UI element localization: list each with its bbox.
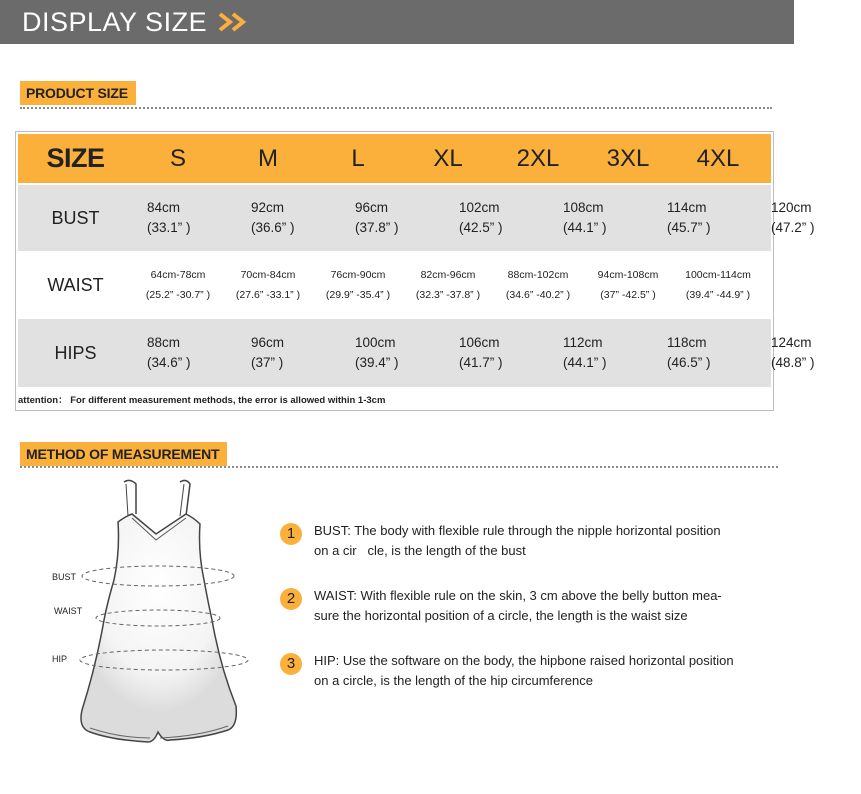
method-description <box>314 586 774 626</box>
figure-label-waist: WAIST <box>54 606 83 616</box>
cell-cm: 114cm <box>667 200 707 215</box>
bust-cell <box>549 198 653 238</box>
cell-inch: (41.7” ) <box>459 355 503 370</box>
cell-cm: 96cm <box>251 335 285 350</box>
waist-row-label: WAIST <box>47 274 104 295</box>
cell-inch: (47.2” ) <box>771 220 815 235</box>
size-header: S <box>169 144 186 172</box>
hips-cell <box>549 333 653 373</box>
method-line: HIP: Use the software on the body, the hipbone raised horizontal position <box>314 653 734 668</box>
cell-cm: 96cm <box>355 200 389 215</box>
hips-row <box>18 319 815 387</box>
attention-note: attention： For different measurement methods, the error is allowed within 1-3cm <box>18 395 386 406</box>
size-table <box>15 131 815 411</box>
step-number-badge: 1 <box>280 523 302 545</box>
cell-cm: 102cm <box>459 200 500 215</box>
cell-inch: (27.6” -33.1” ) <box>235 289 301 301</box>
size-header: 3XL <box>606 144 650 172</box>
cell-inch: (46.5” ) <box>667 355 711 370</box>
cell-cm: 82cm-96cm <box>420 269 476 281</box>
method-line: sure the horizontal position of a circle, the length is the waist size <box>314 608 688 623</box>
page-title: DISPLAY SIZE <box>22 6 208 37</box>
cell-inch: (37” -42.5” ) <box>600 289 656 301</box>
hips-cell <box>133 333 237 373</box>
method-line: WAIST: With flexible rule on the skin, 3 cm above the belly button mea- <box>314 588 722 603</box>
hips-cell <box>653 333 757 373</box>
product-size-tag <box>20 81 136 105</box>
cell-cm: 84cm <box>147 200 181 215</box>
cell-cm: 118cm <box>667 335 707 350</box>
method-label: METHOD OF MEASUREMENT <box>26 446 220 462</box>
cell-inch: (44.1” ) <box>563 220 607 235</box>
cell-cm: 88cm-102cm <box>507 269 569 281</box>
hips-cell <box>445 333 549 373</box>
bust-row-label: BUST <box>51 207 100 228</box>
method-line: on a circle, is the length of the hip circumference <box>314 673 593 688</box>
figure-label-hip: HIP <box>52 654 68 664</box>
waist-cell <box>673 265 763 305</box>
size-column-label: SIZE <box>46 143 105 173</box>
method-divider <box>20 466 778 468</box>
product-size-label: PRODUCT SIZE <box>26 85 128 101</box>
bust-cell <box>237 198 341 238</box>
cell-inch: (37.8” ) <box>355 220 399 235</box>
waist-cell <box>583 265 673 305</box>
hips-cell <box>757 333 861 373</box>
double-chevron-right-icon <box>217 11 253 33</box>
cell-cm: 120cm <box>771 200 812 215</box>
bust-cell <box>757 198 861 238</box>
size-header-row <box>18 134 771 183</box>
cell-inch: (48.8” ) <box>771 355 815 370</box>
product-size-divider <box>20 107 772 109</box>
bust-row <box>18 185 815 251</box>
cell-inch: (29.9” -35.4” ) <box>325 289 391 301</box>
method-description <box>314 651 774 691</box>
figure-label-bust: BUST <box>52 572 77 582</box>
method-line: BUST: The body with flexible rule through the nipple horizontal position <box>314 523 721 538</box>
bust-cell <box>341 198 445 238</box>
cell-cm: 108cm <box>563 200 604 215</box>
size-header: 4XL <box>696 144 740 172</box>
cell-inch: (44.1” ) <box>563 355 607 370</box>
hips-cell <box>237 333 341 373</box>
cell-cm: 76cm-90cm <box>330 269 386 281</box>
cell-inch: (32.3” -37.8” ) <box>415 289 481 301</box>
waist-cell <box>403 265 493 305</box>
size-header: M <box>258 144 278 172</box>
waist-cell <box>493 265 583 305</box>
cell-inch: (33.1” ) <box>147 220 191 235</box>
cell-cm: 100cm-114cm <box>685 269 751 281</box>
cell-inch: (42.5” ) <box>459 220 503 235</box>
hips-cell <box>341 333 445 373</box>
cell-inch: (39.4” ) <box>355 355 399 370</box>
waist-cell <box>133 265 223 305</box>
cell-cm: 64cm-78cm <box>150 269 206 281</box>
cell-inch: (45.7” ) <box>667 220 711 235</box>
method-description <box>314 521 774 561</box>
hips-row-label: HIPS <box>54 342 97 363</box>
waist-cell <box>223 265 313 305</box>
cell-cm: 94cm-108cm <box>597 269 659 281</box>
cell-cm: 70cm-84cm <box>240 269 296 281</box>
cell-inch: (34.6” ) <box>147 355 191 370</box>
method-tag <box>20 442 227 466</box>
waist-cell <box>313 265 403 305</box>
size-header: L <box>351 144 365 172</box>
method-line: on a cir cle, is the length of the bust <box>314 543 526 558</box>
cell-inch: (39.4” -44.9” ) <box>685 289 751 301</box>
cell-inch: (34.6” -40.2” ) <box>505 289 571 301</box>
cell-cm: 100cm <box>355 335 396 350</box>
bust-cell <box>445 198 549 238</box>
cell-cm: 92cm <box>251 200 285 215</box>
cell-cm: 112cm <box>563 335 603 350</box>
bust-cell <box>653 198 757 238</box>
header-bar <box>0 0 794 44</box>
size-header: XL <box>433 144 463 172</box>
cell-cm: 88cm <box>147 335 181 350</box>
size-header: 2XL <box>516 144 560 172</box>
step-number-badge: 3 <box>280 653 302 675</box>
cell-inch: (25.2” -30.7” ) <box>145 289 211 301</box>
cell-inch: (37” ) <box>251 355 284 370</box>
cell-cm: 124cm <box>771 335 812 350</box>
waist-row <box>18 251 771 319</box>
step-number-badge: 2 <box>280 588 302 610</box>
bust-cell <box>133 198 237 238</box>
cell-inch: (36.6” ) <box>251 220 295 235</box>
cell-cm: 106cm <box>459 335 500 350</box>
